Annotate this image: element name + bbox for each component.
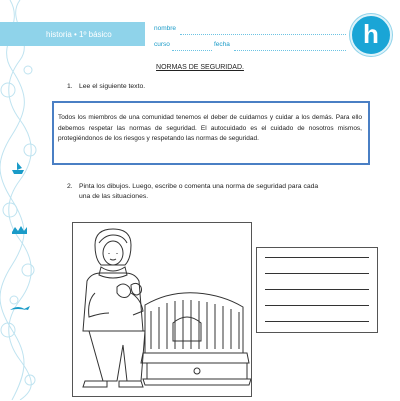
reading-text: Todos los miembros de una comunidad tenemos el deber de cuidarnos y cuidar a los demás. Para ello debemos respetar las normas de seguridad. El autocuidado es el cuidado de nosotros mismos, protegiéndonos de los riesgos y respetando las normas de seguridad. [58,114,362,142]
ship-icon [12,162,24,174]
coloring-drawing-box[interactable] [72,222,252,397]
course-label: curso [154,41,170,48]
item-1-number: 1. [67,83,73,90]
date-field[interactable] [234,50,346,51]
student-info-fields [150,18,350,58]
logo-letter: h [363,19,379,49]
bird-icon [10,306,30,310]
item-2-instruction-line-1: Pinta los dibujos. Luego, escribe o comenta una norma de seguridad para cada [79,183,319,190]
reading-text-box [52,101,370,165]
person-at-heater-illustration [73,223,251,396]
course-field[interactable] [172,50,212,51]
subject-label: historia • 1º básico [46,30,112,39]
answer-line[interactable] [265,321,369,322]
brand-logo [350,14,392,56]
item-1-instruction: Lee el siguiente texto. [79,83,146,90]
answer-line[interactable] [265,289,369,290]
answer-line[interactable] [265,305,369,306]
name-field[interactable] [180,34,346,35]
answer-line[interactable] [265,257,369,258]
item-2-number: 2. [67,183,73,190]
decorative-swirl-strip [0,0,40,400]
worksheet-title: NORMAS DE SEGURIDAD. [156,64,244,71]
answer-writing-box[interactable] [256,247,378,333]
crown-icon [12,226,27,234]
item-2-instruction-line-2: una de las situaciones. [79,193,149,200]
date-label: fecha [214,41,230,48]
name-label: nombre [154,25,177,32]
answer-line[interactable] [265,273,369,274]
